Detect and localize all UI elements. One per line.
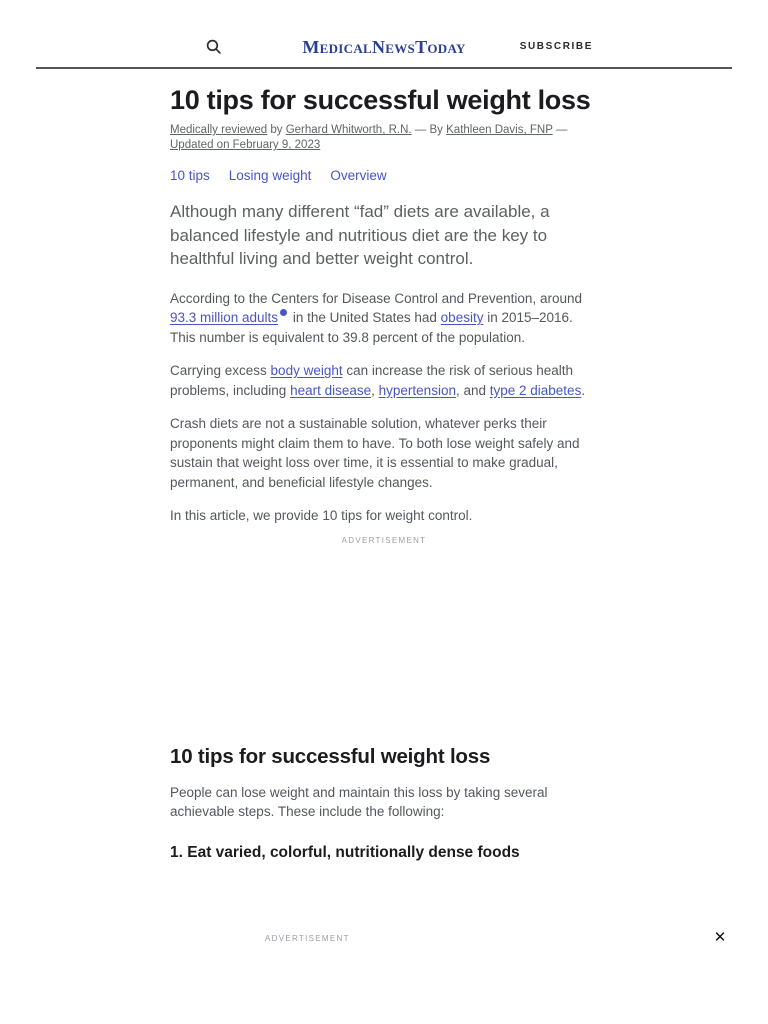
byline-separator: — By [411, 124, 447, 136]
type-2-diabetes-link[interactable]: type 2 diabetes [489, 382, 582, 398]
medically-reviewed-link[interactable]: Medically reviewed [170, 124, 268, 136]
anchor-nav [170, 168, 598, 183]
nav-link-overview[interactable]: Overview [330, 168, 387, 183]
paragraph-health-risks [170, 361, 598, 400]
heart-disease-link[interactable]: heart disease [290, 382, 372, 398]
nav-link-10-tips[interactable]: 10 tips [170, 168, 210, 183]
obesity-link[interactable]: obesity [440, 310, 484, 325]
author-link[interactable]: Kathleen Davis, FNP [446, 124, 553, 136]
updated-date-link[interactable]: Updated on February 9, 2023 [170, 139, 321, 151]
subscribe-button[interactable]: SUBSCRIBE [519, 41, 593, 52]
paragraph-text: , [371, 382, 379, 398]
article-column [170, 85, 598, 862]
trusted-source-icon[interactable] [280, 309, 287, 316]
byline [170, 123, 598, 153]
byline-separator: — [552, 124, 568, 136]
paragraph-text: Carrying excess [170, 363, 271, 378]
search-button[interactable] [201, 37, 225, 59]
paragraph-text: can increase the risk of serious health problems, including [170, 363, 573, 398]
tip-1-heading: 1. Eat varied, colorful, nutritionally dense foods [170, 843, 520, 861]
byline-text: by [267, 124, 286, 136]
ad-close-button[interactable] [706, 923, 734, 951]
advertisement-label-top: ADVERTISEMENT [341, 535, 427, 545]
body-weight-link[interactable]: body weight [270, 363, 343, 378]
paragraph-achievable-steps: People can lose weight and maintain this loss by taking several achievable steps. These include the following: [170, 784, 548, 819]
article-title: 10 tips for successful weight loss [170, 85, 591, 115]
paragraph-cdc-stats [170, 289, 598, 348]
search-icon [205, 43, 222, 58]
medical-news-today-logo[interactable]: MedicalNewsToday [302, 37, 466, 57]
paragraph-text: in the United States had [289, 310, 441, 325]
site-header [36, 0, 732, 69]
reviewer-link[interactable]: Gerhard Whitworth, R.N. [285, 124, 412, 136]
nav-link-losing-weight[interactable]: Losing weight [228, 168, 312, 183]
paragraph-text: . [581, 382, 586, 398]
close-icon: ✕ [713, 928, 727, 946]
article-intro: Although many different “fad” diets are available, a balanced lifestyle and nutritious diet are the key to healthful living and better weight control. [170, 202, 550, 268]
advertisement-slot-empty [170, 545, 598, 745]
paragraph-crash-diets: Crash diets are not a sustainable solution, whatever perks their proponents might claim them to have. To both lose weight safely and sustain that weight loss over time, it is essential to make gradual, permanent, and beneficial lifestyle changes. [170, 416, 580, 490]
paragraph-text: According to the Centers for Disease Control and Prevention, around [170, 290, 582, 306]
adults-stat-link[interactable]: 93.3 million adults [170, 310, 279, 325]
hypertension-link[interactable]: hypertension [378, 382, 456, 398]
paragraph-text: , and [455, 382, 490, 398]
section-heading-10-tips: 10 tips for successful weight loss [170, 744, 491, 768]
paragraph-article-scope: In this article, we provide 10 tips for weight control. [170, 508, 473, 523]
advertisement-label-bottom: ADVERTISEMENT [265, 934, 350, 943]
paragraph-text: in 2015–2016. This number is equivalent to 39.8 percent of the population. [170, 310, 573, 345]
